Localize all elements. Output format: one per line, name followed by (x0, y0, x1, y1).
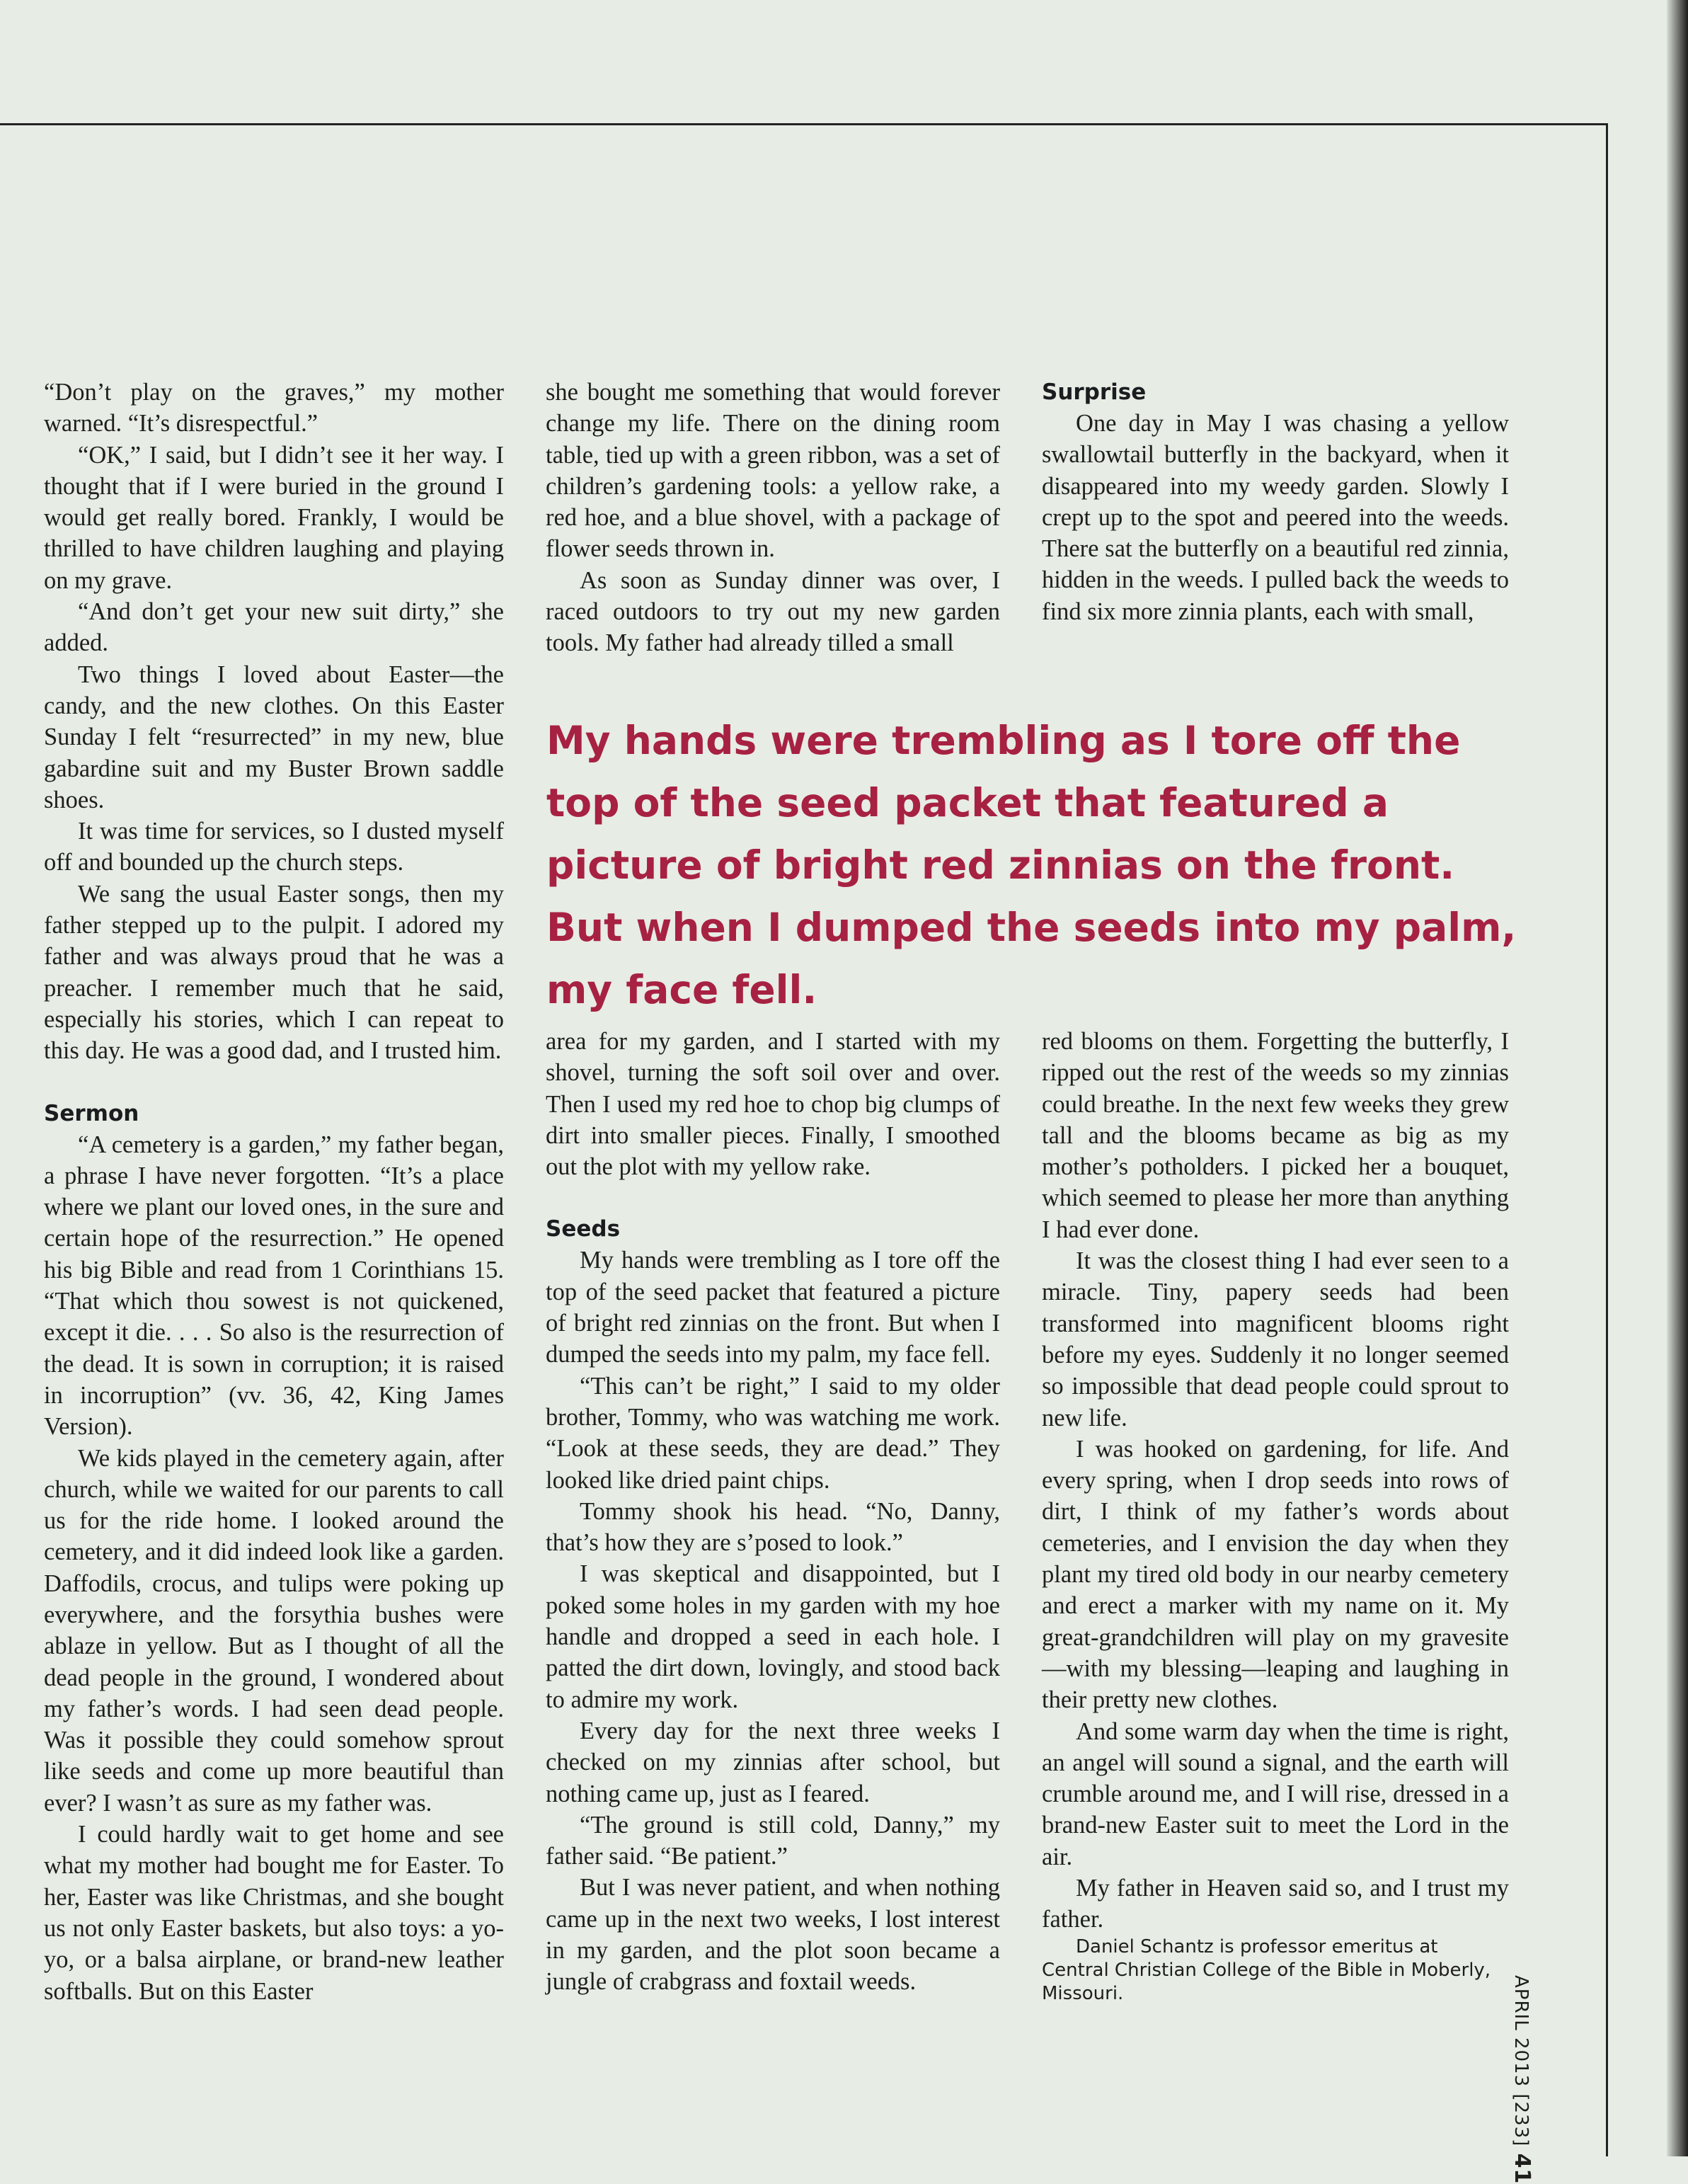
paragraph: “The ground is still cold, Danny,” my father said. “Be patient.” (546, 1811, 1000, 1870)
paragraph: I was skeptical and disappointed, but I poked some holes in my garden with my hoe handle and dropped a seed in each hole. I patted the dirt down, lovingly, and stood back to admire my work. (546, 1560, 1000, 1713)
section-heading-sermon: Sermon (44, 1100, 139, 1126)
pull-quote: My hands were trembling as I tore off the top of the seed packet that featured a picture of bright red zinnias on the front. But when I dumped the seeds into my palm, my face fell. (546, 718, 1517, 1012)
page-folio (1510, 1975, 1534, 2184)
paragraph: Tommy shook his head. “No, Danny, that’s how they are s’posed to look.” (546, 1497, 1000, 1557)
paragraph: It was the closest thing I had ever seen to a miracle. Tiny, papery seeds had been transformed into magnificent blooms right before my eyes. Suddenly it no longer seemed so impossible that dead people could sprout to new life. (1042, 1247, 1509, 1431)
paragraph: she bought me something that would forever change my life. There on the dining room table, tied up with a green ribbon, was a set of children’s gardening tools: a yellow rake, a red hoe, and a blue shovel, with a package of flower seeds thrown in. (546, 379, 1000, 563)
paragraph: “And don’t get your new suit dirty,” she added. (44, 598, 504, 657)
paragraph: I was hooked on gardening, for life. And every spring, when I drop seeds into rows of dirt, I think of my father’s words about cemeteries, and I envision the day when they plant my tired old body in our nearby cemetery and erect a marker with my name on it. My great-grandchildren will play on my gravesite—with my blessing—leaping and laughing in their pretty new clothes. (1042, 1435, 1509, 1714)
column-2-bottom (546, 1026, 1000, 1998)
paragraph: red blooms on them. Forgetting the butterfly, I ripped out the rest of the weeds so my zinnias could breathe. In the next few weeks they grew tall and the blooms became as big as my mother’s potholders. I picked her a bouquet, which seemed to please her more than anything I had ever done. (1042, 1028, 1509, 1243)
column-3-top (1042, 377, 1509, 627)
paragraph: “This can’t be right,” I said to my older brother, Tommy, who was watching me work. “Look at these seeds, they are dead.” They looked like dried paint chips. (546, 1372, 1000, 1494)
paragraph: I could hardly wait to get home and see what my mother had bought me for Easter. To her, Easter was like Christmas, and she bought us not only Easter baskets, but also toys: a yo-yo, or a balsa airplane, or brand-new leather softballs. But on this Easter (44, 1821, 504, 2005)
paragraph: Two things I loved about Easter—the candy, and the new clothes. On this Easter Sunday I felt “resurrected” in my new, blue gabardine suit and my Buster Brown saddle shoes. (44, 661, 504, 813)
paragraph: My hands were trembling as I tore off the top of the seed packet that featured a picture of bright red zinnias on the front. But when I dumped the seeds into my palm, my face fell. (546, 1247, 1000, 1368)
paragraph: Every day for the next three weeks I checked on my zinnias after school, but nothing came up, just as I feared. (546, 1717, 1000, 1807)
page-number: 41 (1510, 2153, 1534, 2184)
paragraph: As soon as Sunday dinner was over, I raced outdoors to try out my new garden tools. My father had already tilled a small (546, 566, 1000, 657)
column-1 (44, 377, 504, 2007)
paragraph: One day in May I was chasing a yellow swallowtail butterfly in the backyard, when it disappeared into my weedy garden. Slowly I crept up to the spot and peered into the weeds. There sat the butterfly on a beautiful red zinnia, hidden in the weeds. I pulled back the weeds to find six more zinnia plants, each with small, (1042, 410, 1509, 625)
paragraph: “OK,” I said, but I didn’t see it her way. I thought that if I were buried in the ground I would get really bored. Frankly, I would be thrilled to have children laughing and playing on my grave. (44, 441, 504, 594)
paragraph: We kids played in the cemetery again, after church, while we waited for our parents to call us for the ride home. I looked around the cemetery, and it did indeed look like a garden. Daffodils, crocus, and tulips were poking up everywhere, and the forsythia bushes were ablaze in yellow. But as I thought of all the dead people in the ground, I wondered about my father’s words. I had seen dead people. Was it possible they could somehow sprout like seeds and come up more beautiful than ever? I wasn’t as sure as my father was. (44, 1444, 504, 1817)
paragraph: And some warm day when the time is right, an angel will sound a signal, and the earth will crumble around me, and I will rise, dressed in a brand-new Easter suit to meet the Lord in the air. (1042, 1717, 1509, 1870)
paragraph: We sang the usual Easter songs, then my father stepped up to the pulpit. I adored my father and was always proud that he was a preacher. I remember much that he said, especially his stories, which I can repeat to this day. He was a good dad, and I trusted him. (44, 880, 504, 1065)
section-heading-seeds: Seeds (546, 1216, 621, 1242)
paragraph: My father in Heaven said so, and I trust my father. (1042, 1875, 1509, 1933)
page-binding-edge (1667, 0, 1688, 2156)
paragraph: area for my garden, and I started with my shovel, turning the soft soil over and over. Then I used my red hoe to chop big clumps of dirt into smaller pieces. Finally, I smoothed out the plot with my yellow rake. (546, 1028, 1000, 1181)
issue-date: APRIL 2013 [233] (1510, 1975, 1532, 2147)
section-heading-surprise: Surprise (1042, 379, 1147, 405)
paragraph: “A cemetery is a garden,” my father began, a phrase I have never forgotten. “It’s a place where we plant our loved ones, in the sure and certain hope of the resurrection.” He opened his big Bible and read from 1 Corinthians 15. “That which thou sowest is not quickened, except it die. . . . So also is the resurrection of the dead. It is sown in corruption; it is raised in incorruption” (vv. 36, 42, King James Version). (44, 1131, 504, 1441)
paragraph: But I was never patient, and when nothing came up in the next two weeks, I lost interest in my garden, and the plot soon became a jungle of crabgrass and foxtail weeds. (546, 1874, 1000, 1996)
column-2-top (546, 377, 1000, 659)
paragraph: It was time for services, so I dusted myself off and bounded up the church steps. (44, 818, 504, 876)
author-bio: Daniel Schantz is professor emeritus at Central Christian College of the Bible in Moberly, Missouri. (1042, 1936, 1491, 2004)
column-3-bottom (1042, 1026, 1509, 2006)
paragraph: “Don’t play on the graves,” my mother warned. “It’s disrespectful.” (44, 379, 504, 438)
